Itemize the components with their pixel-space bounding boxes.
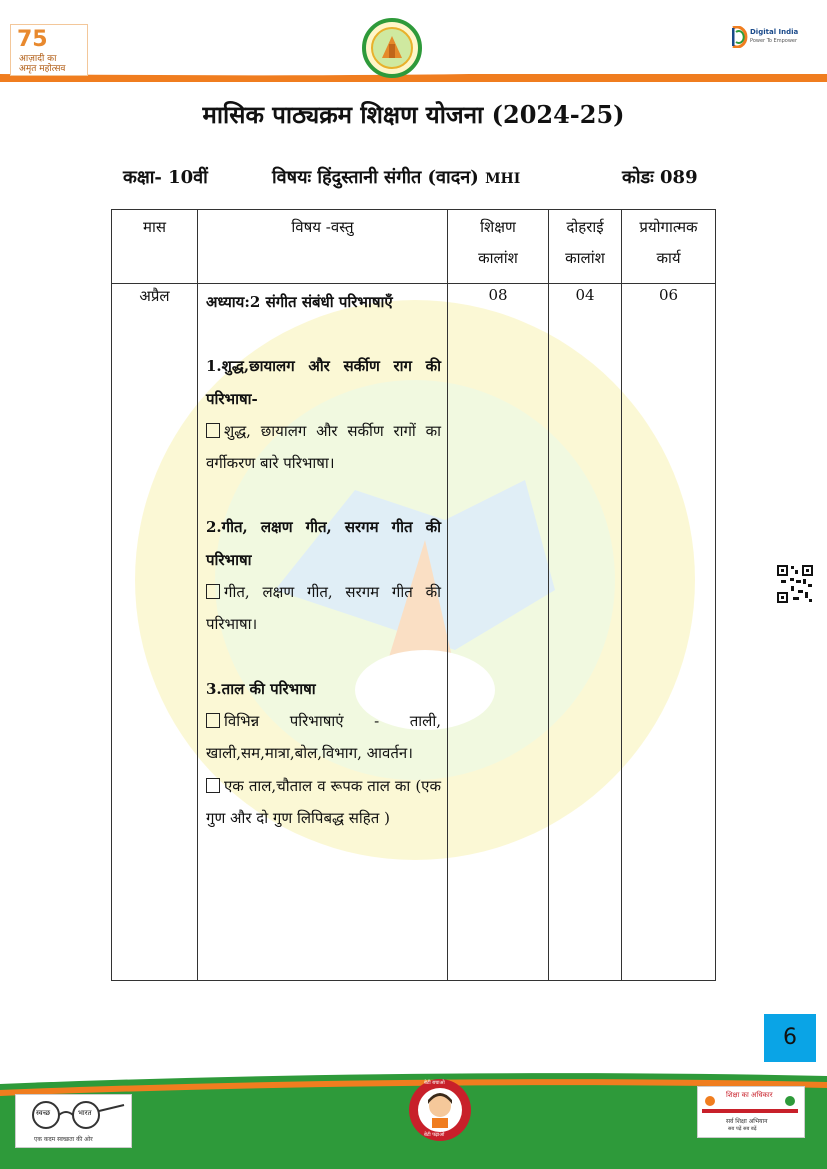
checkbox-icon: [206, 713, 220, 728]
topic-1-point: [206, 415, 441, 480]
checkbox-icon: [206, 778, 220, 793]
topic-1-heading: 1.शुद्ध,छायालग और सर्कीण राग की परिभाषा-: [206, 357, 441, 408]
checkbox-icon: [206, 584, 220, 599]
syllabus-table: [111, 209, 716, 981]
logo-number: 75: [17, 27, 48, 52]
rte-line-2: सब पढ़ें सब बढ़ें: [728, 1126, 757, 1132]
subject-name: विषयः हिंदुस्तानी संगीत (वादन): [272, 167, 479, 188]
header-month: मास: [112, 210, 198, 284]
header-practical-work: [622, 210, 716, 284]
header-revision-line2: कालांश: [565, 249, 605, 267]
header-practical-line2: कार्य: [656, 249, 681, 267]
header-teaching-line2: कालांश: [478, 249, 518, 267]
swachh-bharat-logo: [15, 1094, 132, 1148]
class-label: कक्षा- 10वीं: [123, 167, 208, 188]
topic-2-heading: 2.गीत, लक्षण गीत, सरगम गीत की परिभाषा: [206, 518, 441, 569]
logo-line-1: आज़ादी का: [19, 54, 57, 64]
logo-line-2: अमृत महोत्सव: [19, 64, 66, 74]
bharat-text: भारत: [78, 1109, 92, 1117]
digital-india-tagline: Power To Empower: [750, 38, 798, 44]
swachh-text: स्वच्छ: [36, 1109, 51, 1117]
header-teaching-line1: शिक्षण: [480, 218, 516, 236]
table-row: [112, 284, 716, 981]
code-label: कोडः 089: [622, 167, 698, 188]
cell-teaching: 08: [448, 284, 549, 981]
checkbox-icon: [206, 423, 220, 438]
topic-3-point-2-text: एक ताल,चौताल व रूपक ताल का (एक गुण और दो गुण लिपिबद्ध सहित ): [206, 776, 441, 827]
topic-3-heading: 3.ताल की परिभाषा: [206, 679, 316, 698]
header-revision-line1: दोहराई: [566, 218, 604, 236]
chapter-title: अध्याय:2 संगीत संबंधी परिभाषाएँ: [206, 293, 393, 311]
azadi-ka-amrit-mahotsav-logo: [10, 24, 88, 76]
swachh-caption: एक कदम स्वच्छता की ओर: [34, 1136, 93, 1143]
topic-2-point-text: गीत, लक्षण गीत, सरगम गीत की परिभाषा।: [206, 583, 441, 634]
board-seal-icon: [360, 18, 424, 78]
digital-india-icon: [730, 26, 748, 48]
topic-2-point: [206, 576, 441, 641]
header-teaching-periods: [448, 210, 549, 284]
subject-label: [272, 165, 520, 189]
rte-title: शिक्षा का अधिकार: [726, 1091, 773, 1099]
header-revision-periods: [549, 210, 622, 284]
rte-line-1: सर्व शिक्षा अभियान: [726, 1118, 768, 1125]
badge-top-text: बेटी बचाओ: [424, 1080, 445, 1086]
header-content: विषय -वस्तु: [198, 210, 448, 284]
topic-3-point-2: [206, 770, 441, 835]
page-number: 6: [764, 1014, 816, 1062]
cell-revision: 04: [549, 284, 622, 981]
topic-1-point-text: शुद्ध, छायालग और सर्कीण रागों का वर्गीकरण बारे परिभाषा।: [206, 421, 441, 473]
digital-india-logo: [730, 26, 800, 56]
cell-content: [198, 284, 448, 981]
qr-code-icon[interactable]: [776, 564, 814, 604]
spectacles-icon: [16, 1097, 129, 1133]
digital-india-title: Digital India: [750, 28, 799, 36]
topic-3-point-1: [206, 705, 441, 770]
page-title: मासिक पाठ्यक्रम शिक्षण योजना (2024-25): [202, 100, 625, 129]
cell-month: अप्रैल: [112, 284, 198, 981]
topic-3-point-1-text: विभिन्न परिभाषाएं - ताली, खाली,सम,मात्रा,बोल,विभाग, आवर्तन।: [206, 711, 441, 763]
cell-practical: 06: [622, 284, 716, 981]
badge-bottom-text: बेटी पढ़ाओ: [424, 1132, 445, 1138]
right-to-education-logo: [697, 1086, 805, 1138]
table-header-row: [112, 210, 716, 284]
header-practical-line1: प्रयोगात्मक: [639, 218, 698, 236]
subject-code-short: MHI: [485, 171, 521, 187]
